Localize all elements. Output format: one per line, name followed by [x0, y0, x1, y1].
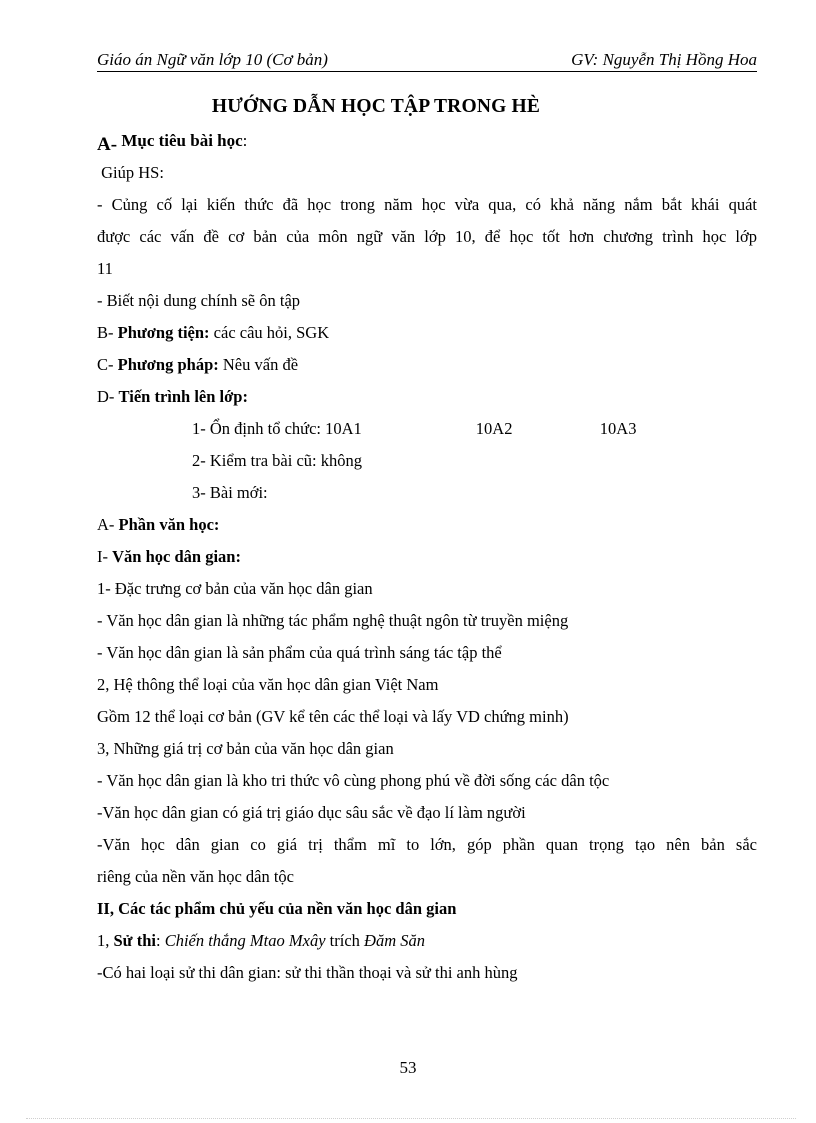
- section-d-prefix: D-: [97, 387, 115, 406]
- goal-1-line-3: 11: [97, 259, 113, 278]
- section-a-letter: A-: [97, 134, 118, 155]
- content-line-3: - Văn học dân gian là sản phẩm của quá trình sáng tác tập thể: [97, 643, 502, 662]
- step-3-new-lesson: 3- Bài mới:: [192, 483, 268, 502]
- epic-source: Đăm Săn: [364, 931, 425, 950]
- help-students-text: Giúp HS:: [101, 163, 164, 182]
- part-ii-heading: II, Các tác phẩm chủ yếu của nền văn học dân gian: [97, 899, 457, 918]
- goal-2: - Biết nội dung chính sẽ ôn tập: [97, 291, 301, 310]
- section-b-means: [97, 317, 757, 349]
- content-line-6: 3, Những giá trị cơ bản của văn học dân gian: [97, 739, 394, 758]
- document-body: [97, 125, 757, 989]
- section-c-method: [97, 349, 757, 381]
- epic-label: Sử thi: [113, 931, 156, 950]
- section-c-prefix: C-: [97, 355, 114, 374]
- section-d-label: Tiến trình lên lớp:: [118, 387, 248, 406]
- section-b-text: các câu hỏi, SGK: [213, 323, 330, 342]
- section-a-colon: :: [242, 131, 248, 150]
- section-a-label: Mục tiêu bài học: [121, 131, 243, 150]
- epic-colon: :: [155, 931, 161, 950]
- class-10a3: 10A3: [599, 419, 637, 438]
- page-title: [0, 96, 816, 118]
- section-a-objectives: [97, 125, 757, 157]
- page-header: [97, 50, 757, 72]
- epic-trich: trích: [329, 931, 360, 950]
- page-number: 53: [399, 1058, 417, 1077]
- part-a-prefix: A-: [97, 515, 115, 534]
- step-1-text: 1- Ổn định tổ chức: 10A1: [192, 419, 362, 438]
- part-i-label: Văn học dân gian:: [112, 547, 241, 566]
- goal-1-line-2: được các vấn đề cơ bản của môn ngữ văn lớp 10, để học tốt hơn chương trình học lớp: [97, 227, 757, 246]
- part-i-folk-literature: [97, 541, 757, 573]
- content-line-9b: riêng của nền văn học dân tộc: [97, 867, 295, 886]
- step-1-organization: [97, 413, 757, 445]
- page-title-text: HƯỚNG DẪN HỌC TẬP TRONG HÈ: [211, 96, 541, 117]
- content-line-5: Gồm 12 thể loại cơ bản (GV kể tên các thể loại và lấy VD chứng minh): [97, 707, 569, 726]
- section-c-label: Phương pháp:: [117, 355, 219, 374]
- section-b-prefix: B-: [97, 323, 114, 342]
- header-course: Giáo án Ngữ văn lớp 10 (Cơ bản): [97, 50, 328, 69]
- epic-heading: [97, 925, 757, 957]
- content-last-line: -Có hai loại sử thi dân gian: sử thi thần thoại và sử thi anh hùng: [97, 963, 518, 982]
- help-students: [97, 157, 757, 189]
- section-d-process: [97, 381, 757, 413]
- content-line-7: - Văn học dân gian là kho tri thức vô cùng phong phú về đời sống các dân tộc: [97, 771, 610, 790]
- part-i-prefix: I-: [97, 547, 108, 566]
- section-b-label: Phương tiện:: [117, 323, 210, 342]
- class-10a2: 10A2: [475, 419, 513, 438]
- header-teacher: GV: Nguyễn Thị Hồng Hoa: [571, 50, 757, 69]
- page-bottom-divider: [26, 1118, 796, 1119]
- epic-work: Chiến thắng Mtao Mxây: [164, 931, 326, 950]
- content-line-2: - Văn học dân gian là những tác phẩm nghệ thuật ngôn từ truyền miệng: [97, 611, 569, 630]
- content-line-9a: -Văn học dân gian co giá trị thẩm mĩ to lớn, góp phần quan trọng tạo nên bản sắc: [97, 835, 757, 854]
- section-c-text: Nêu vấn đề: [222, 355, 299, 374]
- content-line-4: 2, Hệ thông thể loại của văn học dân gian Việt Nam: [97, 675, 439, 694]
- content-line-8: -Văn học dân gian có giá trị giáo dục sâu sắc về đạo lí làm người: [97, 803, 526, 822]
- part-a-literature: [97, 509, 757, 541]
- content-line-1: 1- Đặc trưng cơ bản của văn học dân gian: [97, 579, 373, 598]
- epic-number: 1,: [97, 931, 110, 950]
- step-2-review: 2- Kiểm tra bài cũ: không: [192, 451, 362, 470]
- goal-1-line-1: - Củng cố lại kiến thức đã học trong năm học vừa qua, có khả năng nắm bắt khái quát: [97, 195, 757, 214]
- part-a-label: Phần văn học:: [118, 515, 220, 534]
